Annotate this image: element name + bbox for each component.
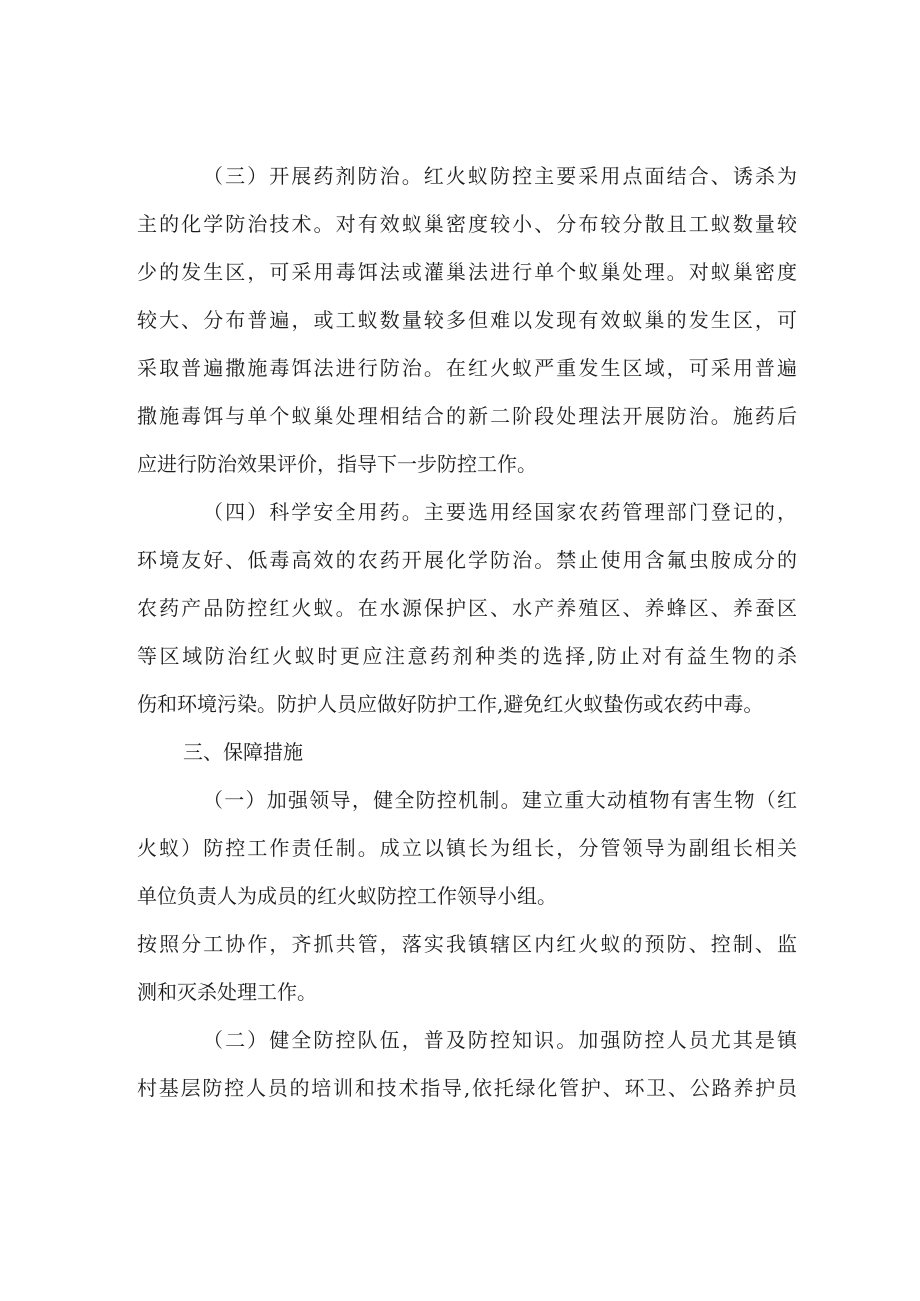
text-line: （一）加强领导，健全防控机制。建立重大动植物有害生物（红 bbox=[203, 788, 797, 812]
text-line: 村基层防控人员的培训和技术指导,依托绿化管护、环卫、公路养护员 bbox=[137, 1076, 797, 1100]
paragraph-safe-medication bbox=[137, 488, 797, 728]
text-line: 按照分工协作，齐抓共管，落实我镇辖区内红火蚁的预防、控制、监 bbox=[137, 932, 797, 956]
text-line: （三）开展药剂防治。红火蚁防控主要采用点面结合、诱杀为 bbox=[203, 164, 797, 188]
text-line: （二）健全防控队伍，普及防控知识。加强防控人员尤其是镇 bbox=[203, 1028, 797, 1052]
text-line: 环境友好、低毒高效的农药开展化学防治。禁止使用含氟虫胺成分的 bbox=[137, 548, 797, 572]
text-line: 应进行防治效果评价，指导下一步防控工作。 bbox=[137, 452, 537, 476]
text-line: 单位负责人为成员的红火蚁防控工作领导小组。 bbox=[137, 884, 557, 908]
text-line: 较大、分布普遍，或工蚁数量较多但难以发现有效蚁巢的发生区，可 bbox=[137, 308, 797, 332]
text-line: 农药产品防控红火蚁。在水源保护区、水产养殖区、养蜂区、养蚕区 bbox=[137, 596, 797, 620]
paragraph-division-of-work bbox=[137, 920, 797, 1016]
text-line: 主的化学防治技术。对有效蚁巢密度较小、分布较分散且工蚁数量较 bbox=[137, 212, 797, 236]
text-line: 伤和环境污染。防护人员应做好防护工作,避免红火蚁蛰伤或农药中毒。 bbox=[137, 692, 764, 716]
text-line: 撒施毒饵与单个蚁巢处理相结合的新二阶段处理法开展防治。施药后 bbox=[137, 404, 797, 428]
text-line: 测和灭杀处理工作。 bbox=[137, 980, 317, 1004]
paragraph-control-team bbox=[137, 1016, 797, 1112]
document-body bbox=[137, 152, 797, 1112]
text-line: 等区域防治红火蚁时更应注意药剂种类的选择,防止对有益生物的杀 bbox=[137, 644, 797, 668]
text-line: （四）科学安全用药。主要选用经国家农药管理部门登记的， bbox=[203, 500, 797, 524]
section-heading: 三、保障措施 bbox=[183, 740, 303, 764]
text-line: 火蚁）防控工作责任制。成立以镇长为组长，分管领导为副组长相关 bbox=[137, 836, 797, 860]
paragraph-leadership bbox=[137, 776, 797, 920]
text-line: 采取普遍撒施毒饵法进行防治。在红火蚁严重发生区域，可采用普遍 bbox=[137, 356, 797, 380]
paragraph-pesticide-control bbox=[137, 152, 797, 488]
text-line: 少的发生区，可采用毒饵法或灌巢法进行单个蚁巢处理。对蚁巢密度 bbox=[137, 260, 797, 284]
